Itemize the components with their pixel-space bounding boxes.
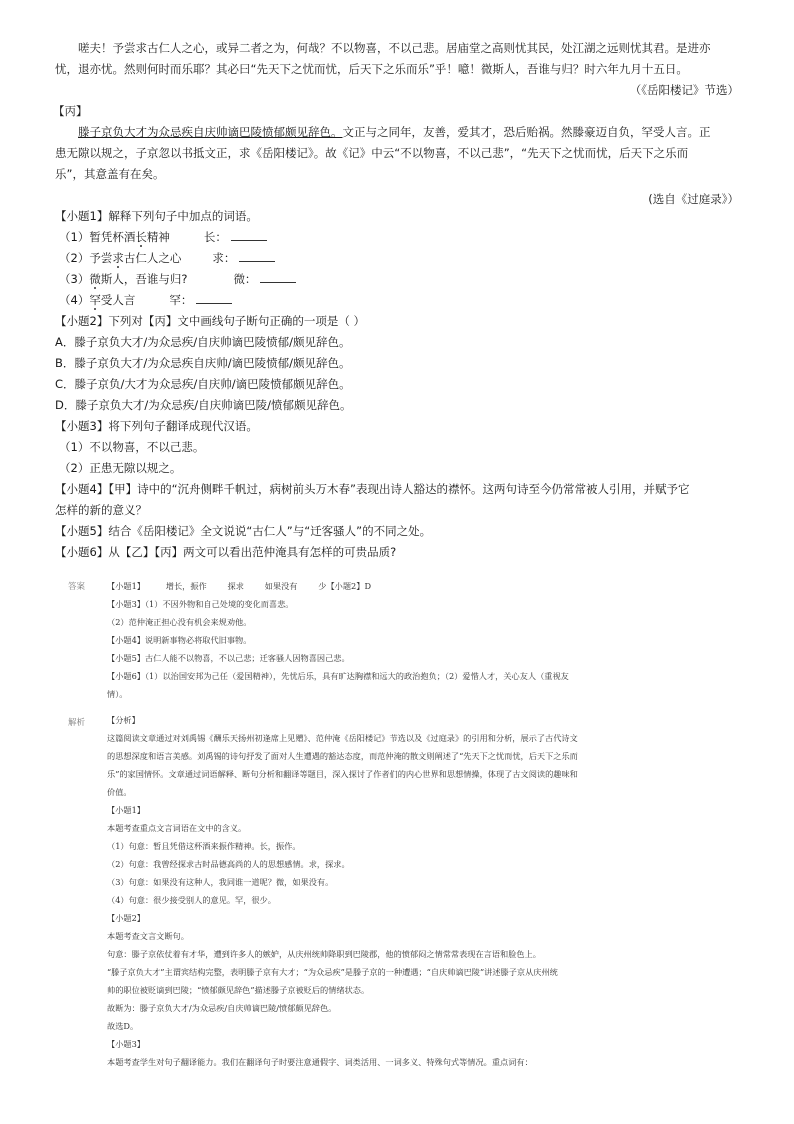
q1-item-4	[59, 290, 743, 311]
source-guotinglu: (选自《过庭录》）	[648, 192, 739, 206]
analysis-line: “滕子京负大才”主谓宾结构完整，表明滕子京有大才；“为众忌疾”是滕子京的一种遭遇；“自庆帅谪巴陵”讲述滕子京从庆州统	[107, 967, 558, 977]
q1-item-post: 古仁人之心	[123, 251, 182, 265]
analysis-line: 这篇阅读文章通过对刘禹锡《酬乐天扬州初逢席上见赠》、范仲淹《岳阳楼记》节选以及《过庭录》的引用和分析，展示了古代诗文	[107, 733, 578, 743]
q1-item-pre: 予尝	[89, 251, 113, 265]
answer-line-7: 情）。	[107, 689, 128, 699]
q1-item-pre: 暂凭杯酒	[89, 230, 136, 244]
q1-item-label: 微：	[233, 272, 257, 286]
answer-blank[interactable]	[196, 292, 232, 304]
analysis-line: 的思想深度和语言美感。刘禹锡的诗句抒发了面对人生遭遇的豁达态度，而范仲淹的散文则阐述了“先天下之忧而忧，后天下之乐而	[107, 751, 578, 761]
answer-blank[interactable]	[260, 271, 296, 283]
answer-line-4: 【小题4】说明新事物必将取代旧事物。	[107, 635, 252, 645]
dotted-word: 求	[112, 251, 124, 265]
analysis-line: 帅的职位被贬谪到巴陵；“愤郁颇见辞色”描述滕子京被贬后的情绪状态。	[107, 985, 370, 995]
dotted-word: 微	[89, 272, 101, 286]
analysis-line: 句意：滕子京依仗着有才华，遭到许多人的嫉妒，从庆州统帅降职到巴陵郡，他的愤郁闷之情常常表现在言语和脸色上。	[107, 949, 541, 959]
analysis-line: 本题考查学生对句子翻译能力。我们在翻译句子时要注意通假字、词类活用、一词多义、特殊句式等情况。重点词有：	[107, 1057, 533, 1067]
q1-item-label: 求：	[212, 251, 236, 265]
source-yueyanglou: （《岳阳楼记》节选）	[629, 83, 739, 97]
analysis-line: （3）句意：如果没有这种人，我同谁一道呢？微，如果没有。	[107, 877, 334, 887]
answer-line-6: 【小题6】（1）以治国安邦为己任（爱国精神），先忧后乐，具有旷达胸襟和远大的政治抱负；（2）爱惜人才，关心友人（重视友	[107, 671, 569, 681]
analysis-line: （1）句意：暂且凭借这杯酒来振作精神。长，振作。	[107, 841, 301, 851]
q1-item-number: （1）	[59, 230, 90, 244]
q2-option-b[interactable]: B．滕子京负大才/为众忌疾自庆帅/谪巴陵愤郁/颇见辞色。	[55, 356, 351, 370]
q1-item-label: 罕：	[169, 293, 193, 307]
q1-item-post: 精神	[146, 230, 170, 244]
passage-jia-line-2: 忧，退亦忧。然则何时而乐耶？其必曰“先天下之忧而忧，后天下之乐而乐”乎！噫！微斯人，吾谁与归？时六年九月十五日。	[55, 62, 688, 76]
answer-blank[interactable]	[231, 229, 267, 241]
analysis-line: （2）句意：我曾经探求古时品德高尚的人的思想感情。求，探求。	[107, 859, 350, 869]
q6: 【小题6】从【乙】【丙】两文可以看出范仲淹具有怎样的可贵品质?	[55, 545, 397, 559]
analysis-section	[107, 711, 747, 1071]
answer-section	[107, 577, 747, 703]
q2-option-d[interactable]: D．滕子京负大才/为众忌疾/自庆帅谪巴陵/愤郁颇见辞色。	[55, 398, 352, 412]
analysis-line: 本题考查重点文言词语在文中的含义。	[107, 823, 247, 833]
analysis-line: 乐”的家国情怀。文章通过词语解释、断句分析和翻译等题目，深入探讨了作者们的内心世界和思想情操，体现了古文阅读的趣味和	[107, 769, 578, 779]
q4-line-2: 怎样的新的意义？	[55, 503, 147, 517]
answer-line-2: 【小题3】（1）不因外物和自己处境的变化而喜悲。	[107, 599, 294, 609]
analysis-line: 【小题1】	[107, 805, 145, 815]
q1-item-post: 受人言	[100, 293, 136, 307]
q4-line-1: 【小题4】【甲】诗中的“沉舟侧畔千帆过，病树前头万木春”表现出诗人豁达的襟怀。这两句诗至今仍常常被人引用，并赋予它	[55, 482, 690, 496]
analysis-line: 【小题2】	[107, 913, 145, 923]
questions	[55, 206, 743, 563]
q2-option-a[interactable]: A．滕子京负大才/为众忌疾/自庆帅谪巴陵愤郁/颇见辞色。	[55, 335, 351, 349]
underlined-sentence: 滕子京负大才为众忌疾自庆帅谪巴陵愤郁颇见辞色。	[78, 125, 343, 139]
q3-item-1: （1）不以物喜，不以己悲。	[59, 440, 205, 454]
q1-title: 【小题1】解释下列句子中加点的词语。	[55, 209, 258, 223]
q1-item-1	[59, 227, 743, 248]
answer-line-5: 【小题5】古仁人能不以物喜，不以己悲；迁客骚人因物喜因己悲。	[107, 653, 350, 663]
analysis-tag: 解析	[68, 718, 86, 728]
analysis-line: 本题考查文言文断句。	[107, 931, 189, 941]
analysis-line: 故断为：滕子京负大才/为众忌疾/自庆帅谪巴陵/愤郁颇见辞色。	[107, 1003, 337, 1013]
q5: 【小题5】结合《岳阳楼记》全文说说“古仁人”与“迁客骚人”的不同之处。	[55, 524, 432, 538]
q2-option-c[interactable]: C．滕子京负/大才为众忌疾/自庆帅/谪巴陵愤郁颇见辞色。	[55, 377, 351, 391]
q3-item-2: （2）正患无隙以规之。	[59, 461, 182, 475]
dotted-word: 罕	[89, 293, 101, 307]
passage-jia-line-1: 嗟夫！予尝求古仁人之心，或异二者之为，何哉？不以物喜，不以己悲。居庙堂之高则忧其民，处江湖之远则忧其君。是进亦	[78, 41, 711, 55]
analysis-line: 【分析】	[107, 715, 140, 725]
q2-title: 【小题2】下列对【丙】文中画线句子断句正确的一项是（ ）	[55, 314, 365, 328]
q3-title: 【小题3】将下列句子翻译成现代汉语。	[55, 419, 258, 433]
q1-item-number: （2）	[59, 251, 90, 265]
answer-blank[interactable]	[239, 250, 275, 262]
passage-top	[55, 38, 743, 210]
answer-line-3: （2）范仲淹正担心没有机会来规劝他。	[107, 617, 252, 627]
analysis-line: 故选D。	[107, 1021, 139, 1031]
passage-bing-line-1-rest: 文正与之同年，友善，爱其才，恐后贻祸。然滕豪迈自负，罕受人言。正	[342, 125, 711, 139]
q1-item-post: 斯人，吾谁与归?	[100, 272, 188, 286]
passage-bing-line-3: 乐”，其意盖有在矣。	[55, 167, 165, 181]
q1-item-3	[59, 269, 743, 290]
q1-item-label: 长：	[203, 230, 227, 244]
analysis-line: （4）句意：很少接受别人的意见。罕，很少。	[107, 895, 276, 905]
q1-item-2	[59, 248, 743, 269]
analysis-line: 【小题3】	[107, 1039, 145, 1049]
dotted-word: 长	[135, 230, 147, 244]
passage-bing-line-2: 患无隙以规之，子京忽以书抵文正，求《岳阳楼记》。故《记》中云“不以物喜，不以己悲”，“先天下之忧而忧，后天下之乐而	[55, 146, 689, 160]
q1-item-number: （3）	[59, 272, 90, 286]
answer-line-1: 【小题1】 增长，振作 探求 如果没有 少【小题2】D	[107, 581, 372, 591]
analysis-line: 价值。	[107, 787, 132, 797]
section-bing-label: 【丙】	[53, 104, 88, 118]
passage-bing-line-1	[55, 122, 743, 143]
q1-item-number: （4）	[59, 293, 90, 307]
answer-tag: 答案	[68, 582, 86, 592]
